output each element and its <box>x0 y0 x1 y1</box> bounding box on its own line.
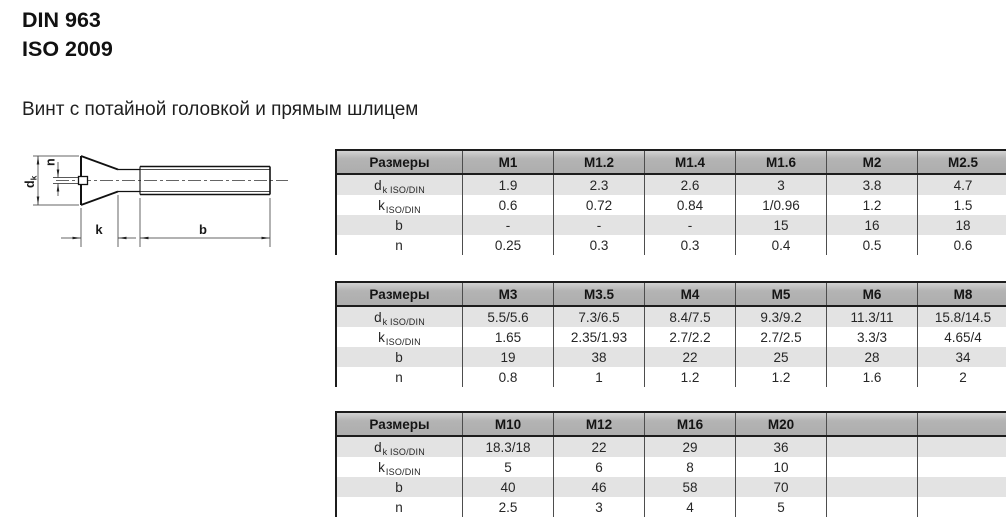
iso-standard-title: ISO 2009 <box>22 37 113 61</box>
row-label-sub: k ISO/DIN <box>382 446 425 457</box>
size-column-header: Размеры <box>336 150 463 174</box>
size-column-header: Размеры <box>336 282 463 306</box>
row-label-main: n <box>395 237 403 253</box>
table-cell: - <box>463 215 554 235</box>
table-cell: 58 <box>645 477 736 497</box>
table-cell <box>827 497 918 517</box>
table-cell: 0.72 <box>554 195 645 215</box>
table-cell: 0.8 <box>463 367 554 387</box>
table-row <box>336 367 1006 387</box>
row-label <box>336 477 463 497</box>
table-cell: 7.3/6.5 <box>554 306 645 327</box>
table-cell <box>918 477 1006 497</box>
table-cell: 0.5 <box>827 235 918 255</box>
table-row <box>336 327 1006 347</box>
column-header: M2.5 <box>918 150 1006 174</box>
table-cell: 3.8 <box>827 174 918 195</box>
table-cell: 1.2 <box>736 367 827 387</box>
column-header: M3 <box>463 282 554 306</box>
column-header: M3.5 <box>554 282 645 306</box>
row-label <box>336 367 463 387</box>
dimension-tables <box>335 149 1006 517</box>
table-cell: 1.5 <box>918 195 1006 215</box>
row-label <box>336 215 463 235</box>
row-label <box>336 306 463 327</box>
table-cell: 1.2 <box>827 195 918 215</box>
row-label-sub: ISO/DIN <box>385 466 421 477</box>
row-label <box>336 457 463 477</box>
row-label-main: d <box>374 439 382 455</box>
din-standard-title: DIN 963 <box>22 8 101 32</box>
table-cell: 2.6 <box>645 174 736 195</box>
column-header: M12 <box>554 412 645 436</box>
column-header: M8 <box>918 282 1006 306</box>
table-cell: - <box>645 215 736 235</box>
table-cell: 2.7/2.5 <box>736 327 827 347</box>
table-cell: 70 <box>736 477 827 497</box>
table-cell: 19 <box>463 347 554 367</box>
row-label-main: k <box>378 329 385 345</box>
table-cell: 1/0.96 <box>736 195 827 215</box>
row-label-main: d <box>374 309 382 325</box>
column-header: M20 <box>736 412 827 436</box>
dimension-arrows <box>37 156 270 239</box>
row-label-main: d <box>374 177 382 193</box>
spec-table-1 <box>335 149 1006 255</box>
column-header: M2 <box>827 150 918 174</box>
page-title: Винт с потайной головкой и прямым шлицем <box>22 99 419 120</box>
table-cell: 9.3/9.2 <box>736 306 827 327</box>
table-row <box>336 235 1006 255</box>
table-cell: 0.84 <box>645 195 736 215</box>
column-header: M1.4 <box>645 150 736 174</box>
table-cell: 2.5 <box>463 497 554 517</box>
table-cell: 8.4/7.5 <box>645 306 736 327</box>
row-label <box>336 327 463 347</box>
table-cell: 16 <box>827 215 918 235</box>
row-label-main: b <box>395 349 403 365</box>
screw-technical-drawing <box>0 140 330 260</box>
table-cell: 10 <box>736 457 827 477</box>
header-row <box>336 282 1006 306</box>
row-label-main: n <box>395 499 403 515</box>
table-cell: 2 <box>918 367 1006 387</box>
spec-table-3 <box>335 411 1006 517</box>
row-label-main: b <box>395 217 403 233</box>
table-row <box>336 195 1006 215</box>
row-label <box>336 195 463 215</box>
table-row <box>336 457 1006 477</box>
spec-table-2 <box>335 281 1006 387</box>
table-cell: 0.6 <box>463 195 554 215</box>
column-header: M1.6 <box>736 150 827 174</box>
row-label-main: k <box>378 459 385 475</box>
table-cell: - <box>554 215 645 235</box>
table-cell <box>827 436 918 457</box>
k-dimension-label: k <box>95 222 103 237</box>
table-cell: 1.2 <box>645 367 736 387</box>
row-label <box>336 235 463 255</box>
row-label-sub: k ISO/DIN <box>382 316 425 327</box>
header-row <box>336 412 1006 436</box>
table-cell: 1.65 <box>463 327 554 347</box>
table-cell: 1.6 <box>827 367 918 387</box>
table-cell <box>827 477 918 497</box>
column-header: M10 <box>463 412 554 436</box>
table-cell <box>918 457 1006 477</box>
table-cell: 18.3/18 <box>463 436 554 457</box>
size-column-header: Размеры <box>336 412 463 436</box>
dk-dimension-label: $d_k$ <box>23 175 39 188</box>
row-label <box>336 436 463 457</box>
table-cell: 1.9 <box>463 174 554 195</box>
table-cell: 0.3 <box>554 235 645 255</box>
table-row <box>336 306 1006 327</box>
table-cell: 46 <box>554 477 645 497</box>
column-header: M4 <box>645 282 736 306</box>
table-cell: 34 <box>918 347 1006 367</box>
row-label-main: b <box>395 479 403 495</box>
row-label-main: k <box>378 197 385 213</box>
table-cell <box>918 436 1006 457</box>
table-cell: 4.65/4 <box>918 327 1006 347</box>
table-cell: 2.7/2.2 <box>645 327 736 347</box>
row-label <box>336 174 463 195</box>
table-row <box>336 215 1006 235</box>
table-cell: 38 <box>554 347 645 367</box>
table-row <box>336 436 1006 457</box>
table-cell: 22 <box>645 347 736 367</box>
table-cell: 0.4 <box>736 235 827 255</box>
table-cell: 2.3 <box>554 174 645 195</box>
row-label-sub: k ISO/DIN <box>382 184 425 195</box>
table-cell: 5.5/5.6 <box>463 306 554 327</box>
table-cell: 0.6 <box>918 235 1006 255</box>
table-cell <box>918 497 1006 517</box>
table-cell: 0.3 <box>645 235 736 255</box>
n-dimension-label: n <box>43 158 58 166</box>
table-cell: 3 <box>736 174 827 195</box>
table-cell: 8 <box>645 457 736 477</box>
table-cell: 18 <box>918 215 1006 235</box>
row-label-sub: ISO/DIN <box>385 336 421 347</box>
column-header: M1 <box>463 150 554 174</box>
table-cell: 40 <box>463 477 554 497</box>
table-cell: 5 <box>736 497 827 517</box>
table-cell: 25 <box>736 347 827 367</box>
table-cell: 3.3/3 <box>827 327 918 347</box>
table-cell: 4.7 <box>918 174 1006 195</box>
standard-titles <box>22 6 113 64</box>
header-row <box>336 150 1006 174</box>
column-header: M6 <box>827 282 918 306</box>
table-cell: 11.3/11 <box>827 306 918 327</box>
table-cell: 36 <box>736 436 827 457</box>
row-label <box>336 347 463 367</box>
table-cell: 28 <box>827 347 918 367</box>
table-cell: 15 <box>736 215 827 235</box>
table-cell: 2.35/1.93 <box>554 327 645 347</box>
table-row <box>336 174 1006 195</box>
row-label-sub: ISO/DIN <box>385 204 421 215</box>
table-row <box>336 497 1006 517</box>
table-row <box>336 347 1006 367</box>
column-header: M16 <box>645 412 736 436</box>
table-cell: 0.25 <box>463 235 554 255</box>
table-cell <box>827 457 918 477</box>
table-row <box>336 477 1006 497</box>
table-cell: 5 <box>463 457 554 477</box>
column-header: M1.2 <box>554 150 645 174</box>
table-cell: 1 <box>554 367 645 387</box>
row-label <box>336 497 463 517</box>
table-cell: 3 <box>554 497 645 517</box>
row-label-main: n <box>395 369 403 385</box>
table-cell: 22 <box>554 436 645 457</box>
table-cell: 4 <box>645 497 736 517</box>
table-cell: 29 <box>645 436 736 457</box>
table-cell: 15.8/14.5 <box>918 306 1006 327</box>
column-header <box>827 412 918 436</box>
column-header <box>918 412 1006 436</box>
column-header: M5 <box>736 282 827 306</box>
b-dimension-label: b <box>199 222 207 237</box>
table-cell: 6 <box>554 457 645 477</box>
